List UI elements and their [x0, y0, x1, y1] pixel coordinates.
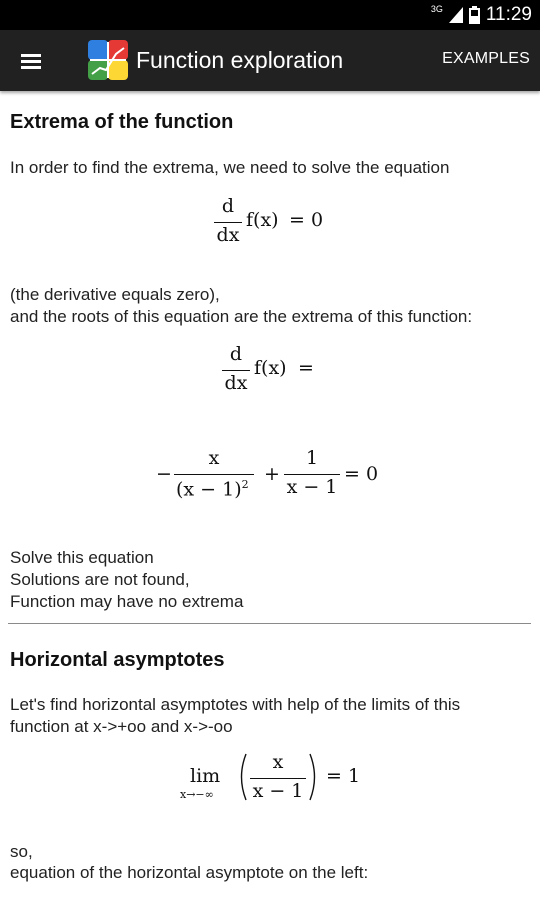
x-numerator: x — [208, 447, 220, 469]
left-asymptote-text: equation of the horizontal asymptote on the left: — [10, 863, 369, 882]
x-numerator: x — [272, 751, 284, 773]
equals-one: = 1 — [326, 765, 361, 787]
section-divider — [8, 623, 531, 624]
f-of-x: f(x) — [254, 357, 287, 379]
status-bar — [0, 0, 540, 30]
menu-icon[interactable] — [18, 47, 46, 75]
asymptotes-intro-2: function at x->+oo and x->-oo — [10, 717, 233, 736]
left-paren — [236, 753, 248, 801]
battery-icon — [469, 6, 480, 24]
fraction-bar — [284, 474, 340, 475]
fraction-bar — [250, 778, 306, 779]
extrema-heading: Extrema of the function — [10, 111, 234, 133]
fraction-bar — [214, 222, 242, 223]
lim-operator: lim — [190, 765, 221, 787]
d-numerator: d — [221, 195, 235, 217]
asymptotes-heading: Horizontal asymptotes — [10, 649, 225, 671]
right-paren — [308, 753, 320, 801]
f-of-x: f(x) — [246, 209, 279, 231]
equals-sign: = — [298, 357, 314, 379]
x-minus-1-denominator: x − 1 — [252, 780, 304, 802]
exponent-2: 2 — [241, 478, 249, 491]
app-title: Function exploration — [136, 47, 344, 73]
app-bar — [0, 30, 540, 91]
extrema-intro: In order to find the extrema, we need to solve the equation — [10, 158, 450, 177]
lim-subscript: x→−∞ — [180, 788, 214, 801]
derivative-note-1: (the derivative equals zero), — [10, 285, 220, 304]
asymptotes-intro-1: Let's find horizontal asymptotes with help of the limits of this — [10, 695, 461, 714]
fraction-bar — [174, 474, 254, 475]
fraction-bar — [222, 370, 250, 371]
plus-sign: + — [264, 463, 280, 485]
equals-zero: = 0 — [289, 209, 324, 231]
solve-line-1: Solve this equation — [10, 548, 154, 567]
status-icons — [431, 4, 532, 26]
clock: 11:29 — [485, 4, 532, 25]
d-numerator: d — [229, 343, 243, 365]
one-numerator: 1 — [305, 447, 319, 469]
denominator-squared — [176, 478, 249, 500]
signal-icon — [449, 7, 463, 23]
dx-denominator: dx — [224, 372, 248, 394]
x-minus-1-denominator: x − 1 — [286, 476, 338, 498]
so-text: so, — [10, 842, 33, 861]
examples-button[interactable]: EXAMPLES — [442, 50, 530, 67]
app-logo-icon — [86, 38, 130, 82]
network-type: 3G — [430, 4, 443, 14]
content-scroll[interactable] — [0, 91, 540, 900]
dx-denominator: dx — [216, 224, 240, 246]
equals-zero: = 0 — [344, 463, 379, 485]
solve-line-2: Solutions are not found, — [10, 570, 190, 589]
minus-sign: − — [156, 463, 172, 485]
derivative-note-2: and the roots of this equation are the extrema of this function: — [10, 307, 473, 326]
solve-line-3: Function may have no extrema — [10, 592, 244, 611]
x-minus-1-paren: (x − 1) — [176, 478, 242, 501]
